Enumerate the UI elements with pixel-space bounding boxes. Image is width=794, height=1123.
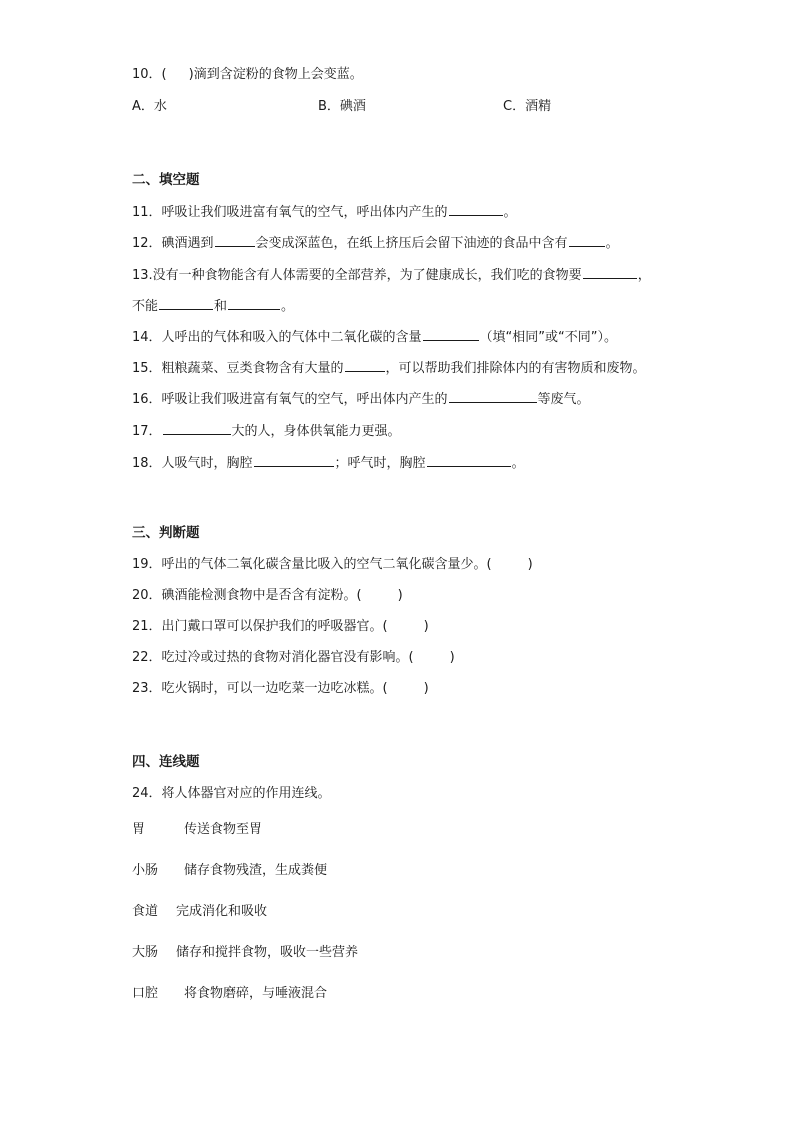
match-row — [132, 985, 328, 1003]
q17-blank — [163, 421, 231, 435]
q13-blank-1 — [583, 265, 637, 279]
q13-blank-2 — [159, 296, 213, 310]
function-label: 储存和搅拌食物，吸收一些营养 — [176, 945, 359, 960]
q19-close: ) — [527, 557, 533, 572]
q13-text-1: 13.没有一种食物能含有人体需要的全部营养，为了健康成长，我们吃的食物要 — [132, 268, 582, 283]
question-12 — [132, 233, 619, 253]
question-11 — [132, 202, 517, 222]
q18-text-1: 18．人吸气时，胸腔 — [132, 456, 253, 471]
question-24: 24．将人体器官对应的作用连线。 — [132, 786, 331, 801]
question-20 — [132, 587, 403, 605]
q18-blank-2 — [427, 453, 511, 467]
organ-label: 食道 — [132, 904, 159, 919]
q14-text-1: 14．人呼出的气体和吸入的气体中二氧化碳的含量 — [132, 330, 422, 345]
q13-end: 。 — [281, 299, 295, 314]
q16-text-2: 等废气。 — [537, 392, 590, 407]
question-14 — [132, 327, 617, 347]
q21-close: ) — [423, 619, 429, 634]
question-15 — [132, 358, 646, 378]
q18-blank-1 — [254, 453, 334, 467]
q23-text: 23．吃火锅时，可以一边吃菜一边吃冰糕。( — [132, 681, 388, 696]
function-label: 储存食物残渣，生成粪便 — [184, 863, 328, 878]
match-row — [132, 862, 328, 880]
question-23 — [132, 680, 429, 698]
q13-text-4: 和 — [214, 299, 228, 314]
organ-label: 大肠 — [132, 945, 159, 960]
q13-text-3: 不能 — [132, 299, 159, 314]
q15-text-2: ，可以帮助我们排除体内的有害物质和废物。 — [385, 361, 646, 376]
q14-text-2: （填“相同”或“不同”）。 — [479, 330, 617, 345]
question-17 — [132, 421, 401, 441]
question-10 — [132, 66, 363, 84]
q13-blank-3 — [228, 296, 280, 310]
q21-text: 21．出门戴口罩可以保护我们的呼吸器官。( — [132, 619, 388, 634]
q12-text-1: 12．碘酒遇到 — [132, 236, 214, 251]
question-13 — [132, 265, 651, 285]
q14-blank — [423, 327, 479, 341]
q11-blank — [449, 202, 503, 216]
q12-blank-2 — [569, 233, 605, 247]
q23-close: ) — [423, 681, 429, 696]
match-row — [132, 903, 268, 921]
q17-text-2: 大的人，身体供氧能力更强。 — [231, 424, 401, 439]
organ-label: 小肠 — [132, 863, 159, 878]
q10-option-c: C．酒精 — [503, 99, 552, 114]
question-21 — [132, 618, 429, 636]
q11-end: 。 — [503, 205, 517, 220]
section-4-title: 四、连线题 — [132, 754, 200, 770]
q10-stem: )滴到含淀粉的食物上会变蓝。 — [188, 67, 363, 82]
q17-text-1: 17． — [132, 424, 162, 439]
q22-close: ) — [449, 650, 455, 665]
question-22 — [132, 649, 455, 667]
q18-text-2: ；呼气时，胸腔 — [334, 456, 426, 471]
section-3-title: 三、判断题 — [132, 525, 200, 541]
q10-option-a: A．水 — [132, 99, 167, 114]
q20-text: 20．碘酒能检测食物中是否含有淀粉。( — [132, 588, 362, 603]
q13-text-2: ， — [637, 268, 651, 283]
q18-end: 。 — [511, 456, 525, 471]
q19-text: 19．呼出的气体二氧化碳含量比吸入的空气二氧化碳含量少。( — [132, 557, 492, 572]
q20-close: ) — [397, 588, 403, 603]
q10-option-b: B．碘酒 — [318, 99, 366, 114]
q12-text-2: 会变成深蓝色，在纸上挤压后会留下油迹的食品中含有 — [255, 236, 568, 251]
q12-end: 。 — [605, 236, 619, 251]
q15-text-1: 15．粗粮蔬菜、豆类食物含有大量的 — [132, 361, 344, 376]
question-19 — [132, 556, 533, 574]
organ-label: 口腔 — [132, 986, 159, 1001]
q15-blank — [345, 358, 385, 372]
match-row — [132, 821, 263, 839]
question-13-cont — [132, 296, 294, 316]
q12-blank-1 — [215, 233, 255, 247]
function-label: 将食物磨碎，与唾液混合 — [184, 986, 328, 1001]
organ-label: 胃 — [132, 822, 146, 837]
q10-prefix: 10．( — [132, 67, 167, 82]
q16-blank — [449, 389, 537, 403]
question-16 — [132, 389, 590, 409]
function-label: 完成消化和吸收 — [176, 904, 268, 919]
q16-text-1: 16．呼吸让我们吸进富有氧气的空气，呼出体内产生的 — [132, 392, 448, 407]
q11-text: 11．呼吸让我们吸进富有氧气的空气，呼出体内产生的 — [132, 205, 448, 220]
q22-text: 22．吃过冷或过热的食物对消化器官没有影响。( — [132, 650, 414, 665]
section-2-title: 二、填空题 — [132, 172, 200, 188]
match-row — [132, 944, 359, 962]
question-18 — [132, 453, 525, 473]
function-label: 传送食物至胃 — [184, 822, 263, 837]
